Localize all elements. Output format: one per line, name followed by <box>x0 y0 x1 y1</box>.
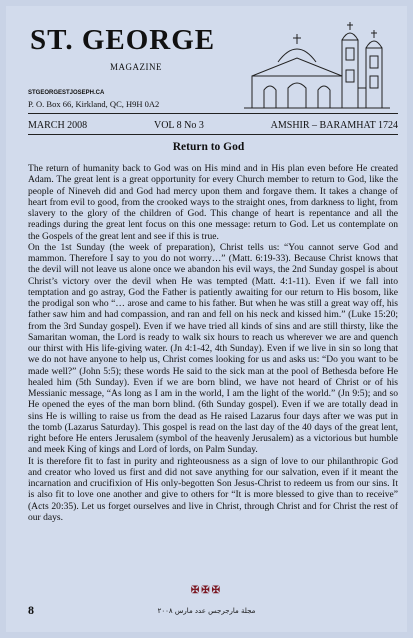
issue-info-row <box>28 120 398 131</box>
magazine-subtitle: MAGAZINE <box>110 62 162 72</box>
postal-address: P. O. Box 66, Kirkland, QC, H9H 0A2 <box>28 99 160 109</box>
issue-volume: VOL 8 No 3 <box>153 120 204 131</box>
article-title: Return to God <box>172 141 245 153</box>
church-logo-icon <box>242 18 392 110</box>
header-rule-top <box>28 113 398 114</box>
website-link[interactable]: STGEORGESTJOSEPH.CA <box>28 90 105 96</box>
footer-arabic-caption: مجلة مارجرجس عدد مارس ٢٠٠٨ <box>157 607 256 615</box>
issue-coptic-months: AMSHIR – BARAMHAT 1724 <box>270 120 398 131</box>
header-rule-bottom <box>28 134 398 135</box>
article-paragraph: On the 1st Sunday (the week of preparation), Christ tells us: “You cannot serve God and mammon. Therefore I say to you do not worry…” (Matt. 6:19-33). Because Christ knows that the devil will not leave us alone once we abandon his evil ways, the 2nd Sunday gospel is about Christ’s victory over the devil when He was tempted (Matt. 4:1-11). Even if we fall into temptation and go astray, God the Father is patiently awaiting for our return to His bosom, like the prodigal son who “… arose and came to his father. But when he was still a great way off, his father saw him and had compassion, and ran and fell on his neck and kissed him.” (Luke 15:20; from the 3rd Sunday gospel). Even if we have tried all kinds of sins and are still thirsty, like the Samaritan woman, the Lord is ready to walk six hours to reach us wherever we are and quench our thirst with His life-giving water. (Jn 4:1-42, 4th Sunday). Even if we live in sin so long that we do not have anyone to help us, Christ comes looking for us and asks us: “Do you want to be made well?” (John 5:5); these words He said to the sick man at the pool of Bethesda before He healed him (5th Sunday). Even if we are born blind, we have not heard of Christ or of his Messianic message, “As long as I am in the world, I am the light of the world.” (Jn 9:5); and so He opened the eyes of the man born blind. (6th Sunday gospel). Even if we are totally dead in sins He is willing to raise us from the dead as He raised Lazarus four days after we was put in the tomb (Lazarus Saturday). This gospel is read on the last day of the 40 days of the great lent, right before He enters Jerusalem (symbol of the heavenly Jerusalem) as a victorious but humble and meek King of kings and Lord of lords, on Palm Sunday. <box>28 241 398 456</box>
article-body <box>28 163 398 523</box>
closing-crosses: ✠✠✠ <box>190 585 223 596</box>
magazine-page <box>6 6 407 632</box>
contact-block <box>28 88 159 110</box>
page-number: 8 <box>28 603 34 617</box>
article-paragraph: The return of humanity back to God was on His mind and in His plan even before He created Adam. The great lent is a great opportunity for every Church member to return to God, like the people of Nineveh did and God had mercy upon them and forgave them. It takes a change of heart from evil to good, from the crooked ways to the straight ones, from darkness to light, from slavery to the glory of the children of God. This change of heart is repentance and all the readings during the great lent focus on this one message: return to God. Let us contemplate on the Gospels of the great lent and see if this is true. <box>28 163 398 242</box>
magazine-title: ST. GEORGE <box>30 24 216 56</box>
article-paragraph: It is therefore fit to fast in purity and righteousness as a sign of love to our philanthropic God and creator who loved us first and did not save anything for our salvation, even if it meant the incarnation and crucifixion of His only-begotten Son Jesus-Christ to redeem us from our sins. It is also fit to love one another and give to others for “It is more blessed to give than to receive” (Acts 20:35). Let us forget ourselves and live in Christ, through Christ and for Christ the rest of our days. <box>28 455 398 523</box>
issue-date: MARCH 2008 <box>28 120 88 131</box>
